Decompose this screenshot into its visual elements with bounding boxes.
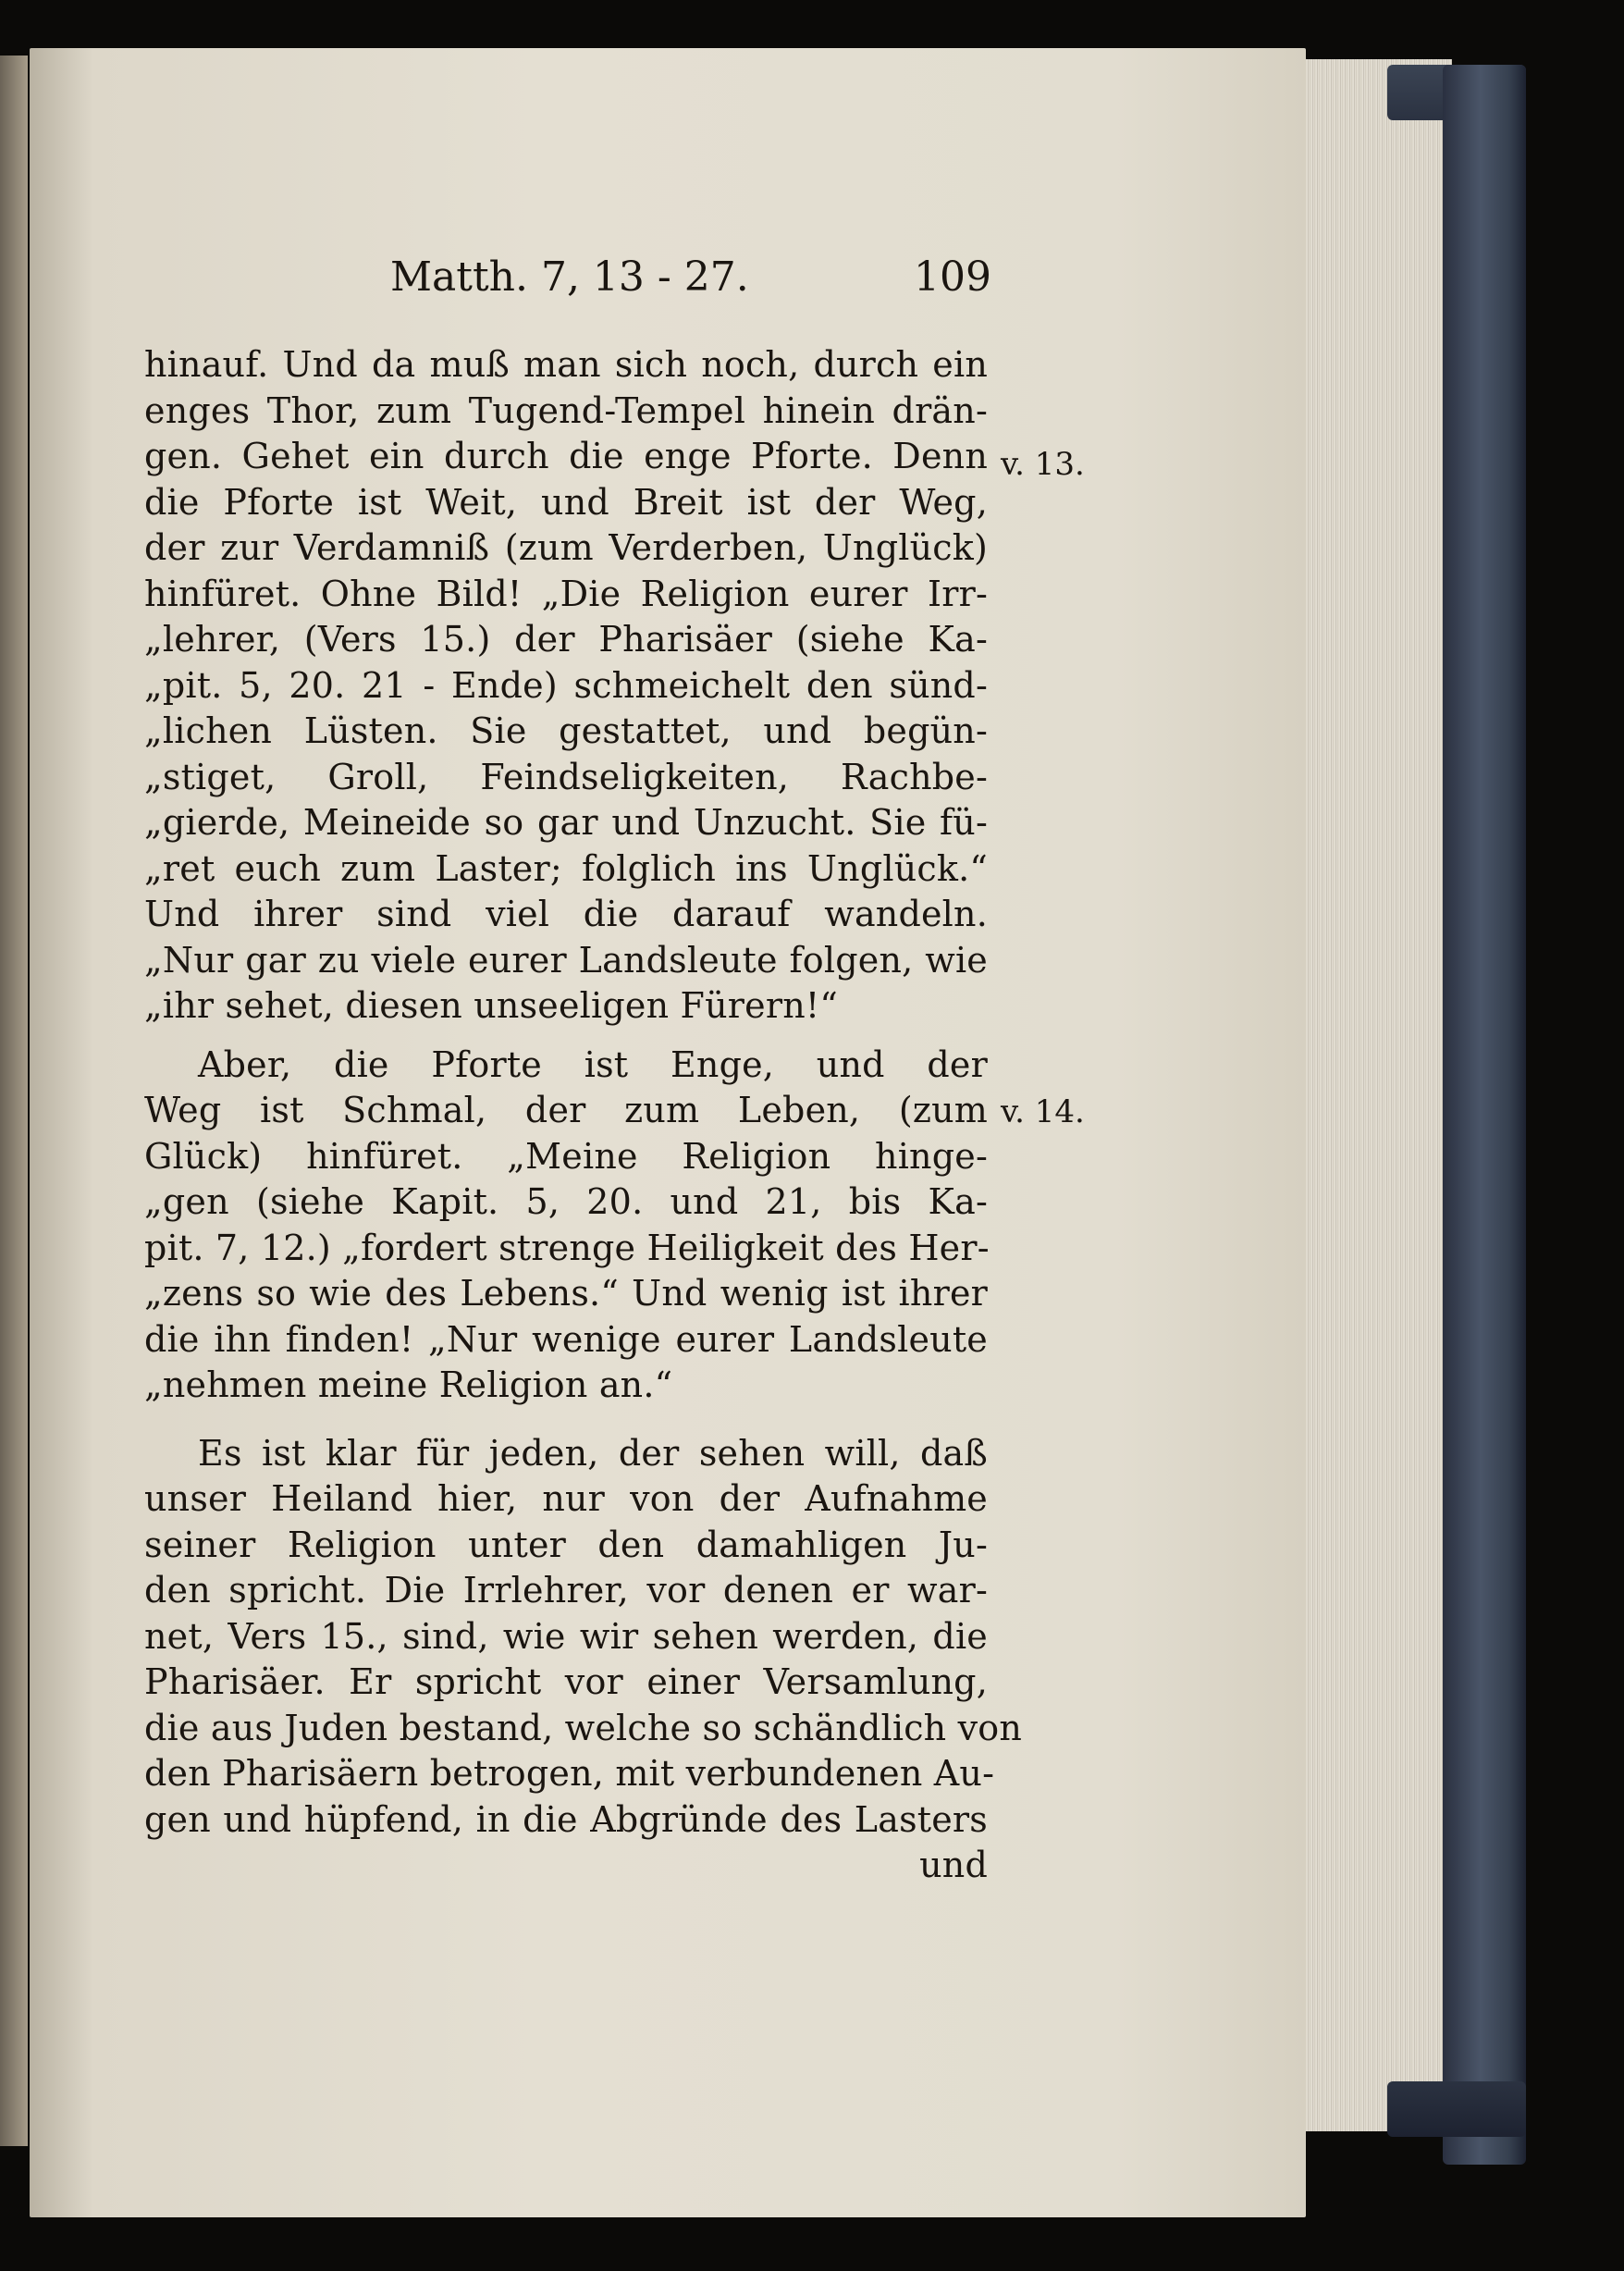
margin-note-verse-13: v. 13. bbox=[1001, 446, 1085, 483]
text-line: „zens so wie des Lebens.“ Und wenig ist ihrer bbox=[144, 1273, 988, 1314]
text-line: die aus Juden bestand, welche so schändlich von bbox=[144, 1707, 1023, 1748]
text-line: „stiget, Groll, Feindseligkeiten, Rachbe- bbox=[144, 756, 988, 797]
page-number: 109 bbox=[914, 253, 991, 301]
book-page bbox=[30, 48, 1306, 2217]
text-line: Und ihrer sind viel die darauf wandeln. bbox=[144, 894, 988, 934]
text-line: „gen (siehe Kapit. 5, 20. und 21, bis Ka- bbox=[144, 1181, 988, 1222]
text-line: der zur Verdamniß (zum Verderben, Unglück) bbox=[144, 527, 988, 568]
text-line: die ihn finden! „Nur wenige eurer Landsleute bbox=[144, 1318, 988, 1360]
text-line: „gierde, Meineide so gar und Unzucht. Sie fü- bbox=[144, 802, 988, 843]
book-cover bbox=[1443, 65, 1526, 2165]
text-line: hinauf. Und da muß man sich noch, durch ein bbox=[144, 344, 988, 385]
facing-page-edge bbox=[0, 56, 28, 2146]
text-line: „ihr sehet, diesen unseeligen Fürern!“ bbox=[144, 985, 838, 1026]
text-line: „Nur gar zu viele eurer Landsleute folgen, wie bbox=[144, 939, 988, 981]
catchword: und bbox=[919, 1845, 988, 1885]
text-line: die Pforte ist Weit, und Breit ist der Weg, bbox=[144, 481, 988, 523]
text-line: hinfüret. Ohne Bild! „Die Religion eurer Irr- bbox=[144, 573, 988, 614]
text-line: „pit. 5, 20. 21 - Ende) schmeichelt den sünd- bbox=[144, 664, 988, 706]
text-line: Weg ist Schmal, der zum Leben, (zum bbox=[144, 1090, 988, 1130]
page-header bbox=[252, 253, 991, 309]
text-line: „lichen Lüsten. Sie gestattet, und begün- bbox=[144, 710, 988, 751]
text-line: „ret euch zum Laster; folglich ins Unglück.“ bbox=[144, 847, 988, 889]
book-cover-bottom bbox=[1387, 2081, 1526, 2137]
running-head: Matth. 7, 13 - 27. bbox=[390, 253, 749, 301]
text-line: unser Heiland hier, nur von der Aufnahme bbox=[144, 1478, 988, 1519]
text-line: „nehmen meine Religion an.“ bbox=[144, 1364, 673, 1405]
text-line: „lehrer, (Vers 15.) der Pharisäer (siehe Ka- bbox=[144, 619, 988, 660]
body-text bbox=[144, 342, 1023, 1889]
text-line: Es ist klar für jeden, der sehen will, daß bbox=[198, 1432, 988, 1474]
margin-note-verse-14: v. 14. bbox=[1001, 1093, 1085, 1130]
text-line: seiner Religion unter den damahligen Ju- bbox=[144, 1524, 988, 1565]
text-line: gen und hüpfend, in die Abgründe des Lasters bbox=[144, 1798, 988, 1840]
text-line: den Pharisäern betrogen, mit verbundenen Au- bbox=[144, 1753, 995, 1794]
text-line: Glück) hinfüret. „Meine Religion hinge- bbox=[144, 1135, 988, 1177]
page-edges bbox=[1304, 59, 1452, 2131]
text-line: net, Vers 15., sind, wie wir sehen werden, die bbox=[144, 1615, 988, 1657]
text-line: Pharisäer. Er spricht vor einer Versamlung, bbox=[144, 1661, 988, 1702]
text-line: Aber, die Pforte ist Enge, und der bbox=[198, 1043, 988, 1085]
text-line: pit. 7, 12.) „fordert strenge Heiligkeit des Her- bbox=[144, 1227, 990, 1268]
text-line: den spricht. Die Irrlehrer, vor denen er war- bbox=[144, 1570, 988, 1611]
text-line: gen. Gehet ein durch die enge Pforte. Denn bbox=[144, 436, 988, 476]
text-line: enges Thor, zum Tugend-Tempel hinein drän- bbox=[144, 389, 988, 431]
